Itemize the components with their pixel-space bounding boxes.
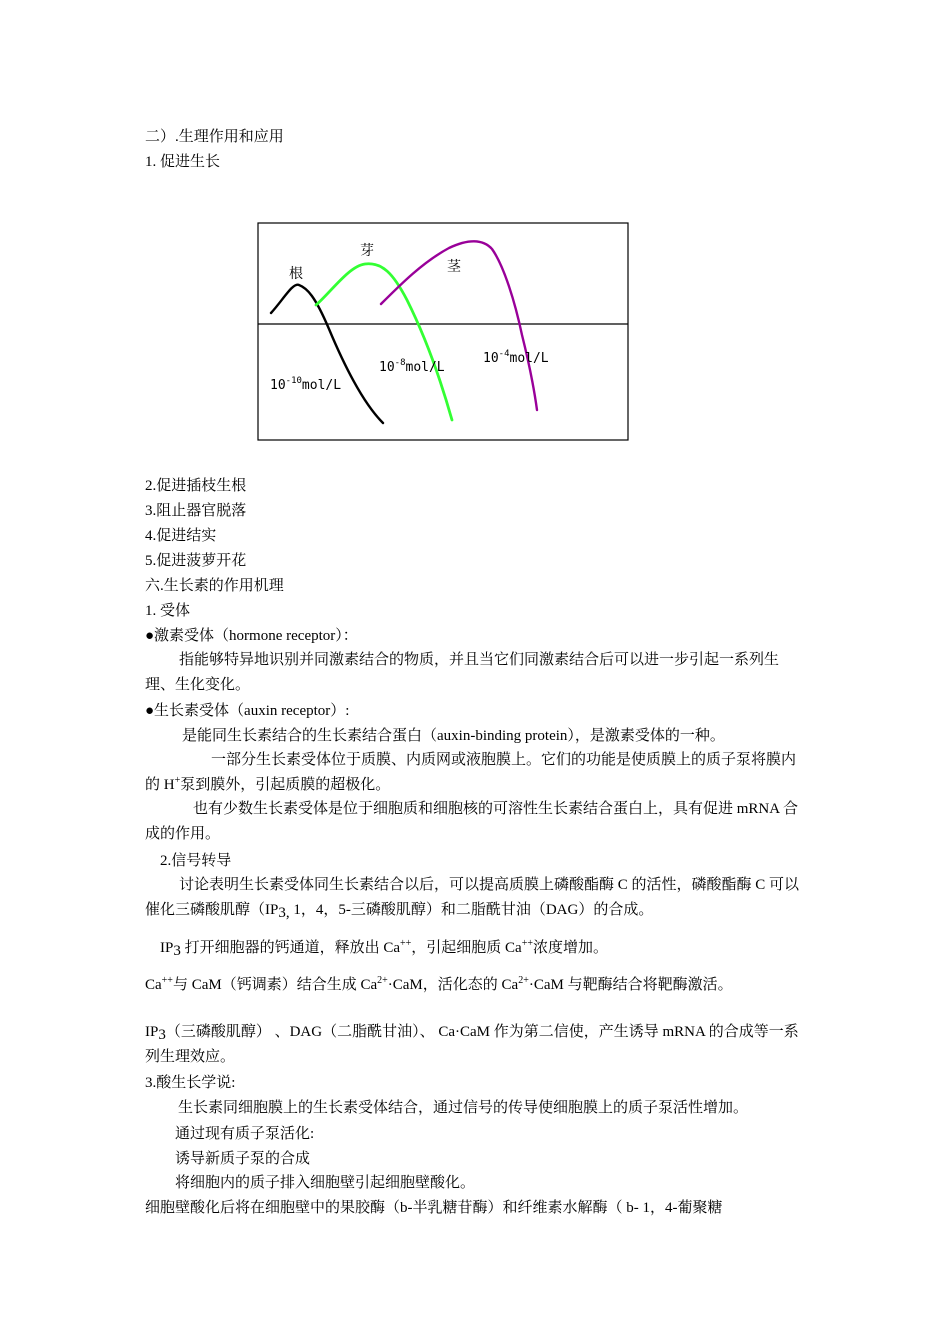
section-heading: 二）.生理作用和应用 bbox=[145, 129, 284, 145]
series-label-bud: 芽 bbox=[360, 243, 374, 259]
bullet-item: ●生长素受体（auxin receptor）: bbox=[145, 703, 350, 719]
optimum-label-root: $10^{-10}mol/L$ bbox=[270, 376, 342, 393]
chart-frame bbox=[258, 223, 628, 440]
paragraph: 将细胞内的质子排入细胞壁引起细胞壁酸化。 bbox=[175, 1175, 476, 1191]
series-label-root: 根 bbox=[289, 266, 303, 282]
chart-svg bbox=[257, 222, 629, 442]
list-item: 3.阻止器官脱落 bbox=[145, 503, 247, 519]
list-item: 5.促进菠萝开花 bbox=[145, 553, 247, 569]
paragraph: $IP_3$（三磷酸肌醇） 、DAG（二脂酰甘油）、 Ca·CaM 作为第二信使，产生诱导 mRNA 的合成等一系列生理效应。 bbox=[145, 1024, 799, 1065]
paragraph: Ca++与 CaM（钙调素）结合生成 $Ca^{2+}\cdot CaM$，活化态的 $Ca^{2+}\cdot CaM$ 与靶酶结合将靶酶激活。 bbox=[145, 975, 733, 993]
series-label-stem: 茎 bbox=[447, 259, 461, 275]
auxin-response-chart bbox=[257, 222, 629, 442]
subsection-heading: 3.酸生长学说: bbox=[145, 1075, 236, 1091]
subsection-heading: 1. 受体 bbox=[145, 603, 191, 619]
paragraph: 讨论表明生长素受体同生长素结合以后，可以提高质膜上磷酸酯酶 C 的活性，磷酸酯酶 C 可以催化三磷酸肌醇（$IP_{3,}$ 1，4，5-三磷酸肌醇）和二脂酰甘油（DAG）的合成。 bbox=[145, 877, 800, 921]
list-item: 2.促进插枝生根 bbox=[145, 478, 247, 494]
bullet-item: ●激素受体（hormone receptor）： bbox=[145, 628, 358, 644]
list-item: 1. 促进生长 bbox=[145, 154, 221, 170]
paragraph: 是能同生长素结合的生长素结合蛋白（auxin-binding protein），是激素受体的一种。 bbox=[182, 728, 725, 744]
paragraph: 指能够特异地识别并同激素结合的物质，并且当它们同激素结合后可以进一步引起一系列生理、生化变化。 bbox=[145, 652, 780, 693]
paragraph: 通过现有质子泵活化: bbox=[175, 1126, 315, 1142]
list-item: 4.促进结实 bbox=[145, 528, 217, 544]
subsection-heading: 2.信号转导 bbox=[160, 853, 232, 869]
paragraph: 一部分生长素受体位于质膜、内质网或液胞膜上。它们的功能是使质膜上的质子泵将膜内的 H+泵到膜外，引起质膜的超极化。 bbox=[145, 752, 797, 793]
paragraph: 诱导新质子泵的合成 bbox=[175, 1151, 311, 1167]
optimum-label-bud: $10^{-8}mol/L$ bbox=[379, 358, 445, 375]
paragraph: $IP_3$ 打开细胞器的钙通道，释放出 Ca++，引起细胞质 Ca++浓度增加。 bbox=[160, 938, 609, 959]
section-heading: 六.生长素的作用机理 bbox=[145, 578, 284, 594]
paragraph: 也有少数生长素受体是位于细胞质和细胞核的可溶性生长素结合蛋白上，具有促进 mRNA 合成的作用。 bbox=[145, 801, 799, 842]
optimum-label-stem: $10^{-4}mol/L$ bbox=[483, 349, 549, 366]
paragraph: 生长素同细胞膜上的生长素受体结合，通过信号的传导使细胞膜上的质子泵活性增加。 bbox=[178, 1100, 749, 1116]
paragraph: 细胞壁酸化后将在细胞壁中的果胶酶（b-半乳糖苷酶）和纤维素水解酶（ b- 1，4-葡聚糖 bbox=[145, 1200, 723, 1216]
